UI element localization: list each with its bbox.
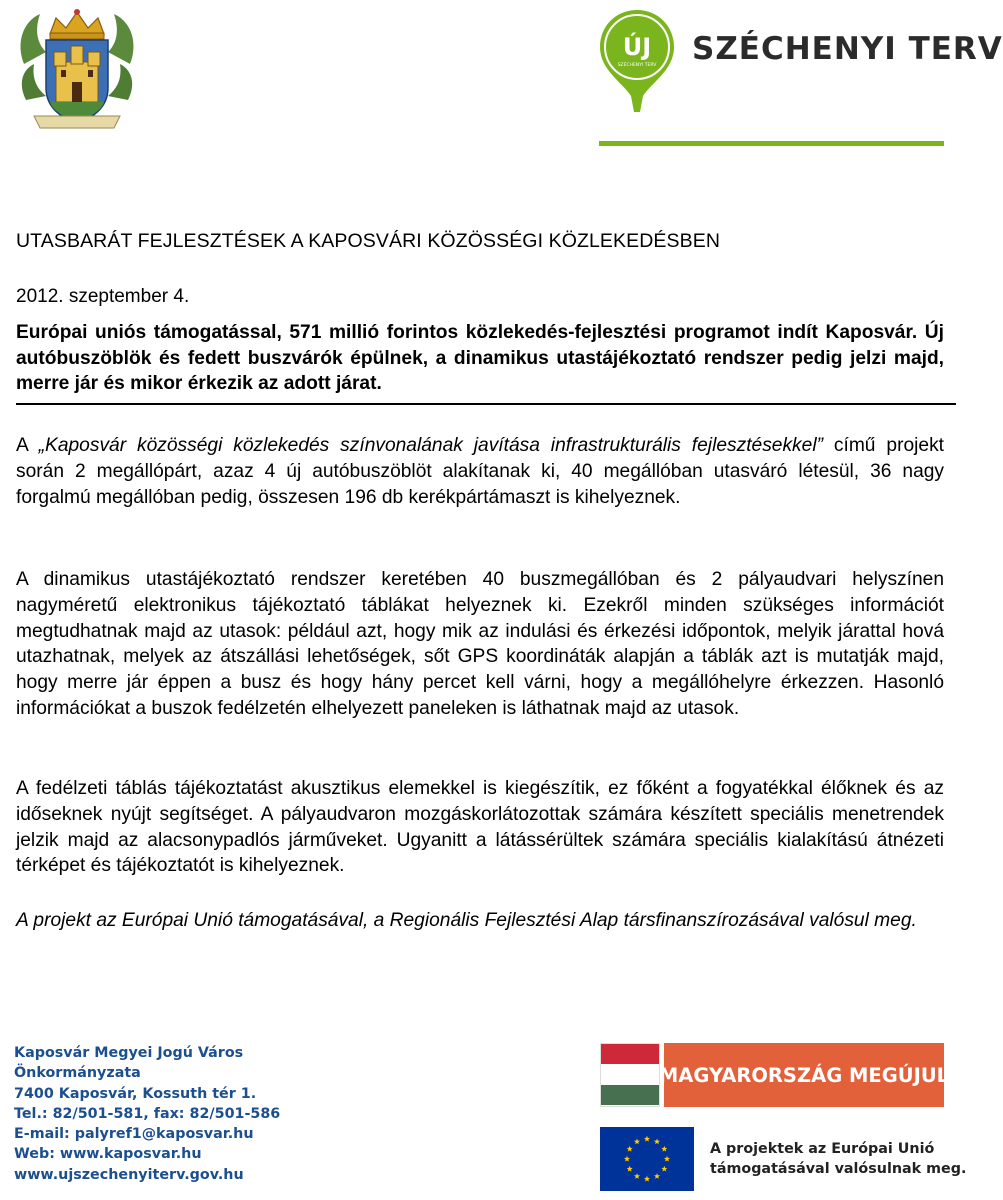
- paragraph-accessibility: A fedélzeti táblás tájékoztatást akusztikus elemekkel is kiegészítik, ez főként a fogyatékkal élőknek és az időseknek nyújt segítséget. A pályaudvaron mozgáskorlátozottak számára készített speciális menetrendek jelzik majd az alacsonypadlós járműveket. Ugyanitt a látássérültek számára speciális kialakítású átnézeti térképet és tájékoztatót is kihelyeznek.: [16, 778, 944, 877]
- contact-address: 7400 Kaposvár, Kossuth tér 1.: [14, 1085, 257, 1102]
- eu-funding-text: [710, 1139, 966, 1179]
- contact-email[interactable]: E-mail: palyref1@kaposvar.hu: [14, 1126, 254, 1143]
- paragraph-project-scope: [16, 433, 944, 510]
- header-accent-line: [599, 141, 944, 146]
- contact-web-2[interactable]: www.ujszechenyiterv.gov.hu: [14, 1166, 244, 1183]
- svg-text:SZÉCHENYI TERV: SZÉCHENYI TERV: [617, 63, 657, 68]
- page-header: [0, 0, 1003, 150]
- contact-org-line-1: Kaposvár Megyei Jogú Város: [14, 1045, 244, 1061]
- lead-divider: [16, 403, 956, 405]
- paragraph-rest: című projekt során 2 megállópárt, azaz 4 új autóbuszöblöt alakítanak ki, 40 megállóban utasváró létesül, 36 nagy forgalmú megállóban pedig, összesen 196 db kerékpártámaszt is kihelyeznek.: [16, 435, 944, 508]
- svg-text:ÚJ: ÚJ: [622, 33, 652, 61]
- szechenyi-terv-wordmark: SZÉCHENYI TERV: [692, 31, 1003, 67]
- contact-web[interactable]: Web: www.kaposvar.hu: [14, 1146, 202, 1163]
- eu-funding-banner: [600, 1127, 967, 1191]
- contact-org-line-2: Önkormányzata: [14, 1065, 141, 1082]
- eu-funding-line-1: A projektek az Európai Unió: [710, 1141, 935, 1157]
- project-name: „Kaposvár közösségi közlekedés színvonalának javítása infrastrukturális fejlesztésekkel”: [38, 435, 823, 456]
- szechenyi-terv-logo: [598, 8, 1003, 114]
- paragraph-passenger-info: A dinamikus utastájékoztató rendszer keretében 40 buszmegállóban és 2 pályaudvari helyszínen nagyméretű elektronikus tájékoztató táblákat helyeznek ki. Ezekről minden szükséges információt megtudhatnak majd az utasok: például azt, hogy mik az indulási és érkezési időpontok, melyik járattal hová utazhatnak, melyek az átszállási lehetőségek, sőt GPS koordináták alapján a táblák azt is mutatják majd, hogy merre jár éppen a busz és hogy hány percet kell várni, hogy a megállóhelyre érkezzen. Hasonló információkat a buszok fedélzetén elhelyezett paneleken is láthatnak majd az utasok.: [16, 569, 944, 719]
- page-title: UTASBARÁT FEJLESZTÉSEK A KAPOSVÁRI KÖZÖSSÉGI KÖZLEKEDÉSBEN: [16, 230, 721, 252]
- eu-funding-line-2: támogatásával valósulnak meg.: [710, 1161, 967, 1177]
- paragraph-prefix: A: [16, 435, 39, 456]
- article-lead: Európai uniós támogatással, 571 millió forintos közlekedés-fejlesztési programot indít Kaposvár. Új autóbuszöblök és fedett buszvárók épülnek, a dinamikus utastájékoztató rendszer pedig jelzi majd, merre jár és mikor érkezik az adott járat.: [16, 322, 944, 394]
- uj-szechenyi-pin-icon: [598, 8, 676, 114]
- contact-phone: Tel.: 82/501-581, fax: 82/501-586: [14, 1105, 281, 1122]
- article-date: 2012. szeptember 4.: [16, 286, 190, 307]
- magyarorszag-megujul-label: MAGYARORSZÁG MEGÚJUL: [664, 1043, 944, 1107]
- magyarorszag-megujul-banner: [600, 1043, 950, 1107]
- eu-flag-icon: [600, 1127, 694, 1191]
- contact-block: [14, 1043, 314, 1185]
- hungarian-flag-icon: [600, 1043, 660, 1107]
- coat-of-arms-icon: [16, 4, 138, 132]
- paragraph-funding-note: A projekt az Európai Unió támogatásával, a Regionális Fejlesztési Alap társfinanszírozásával valósul meg.: [16, 910, 917, 931]
